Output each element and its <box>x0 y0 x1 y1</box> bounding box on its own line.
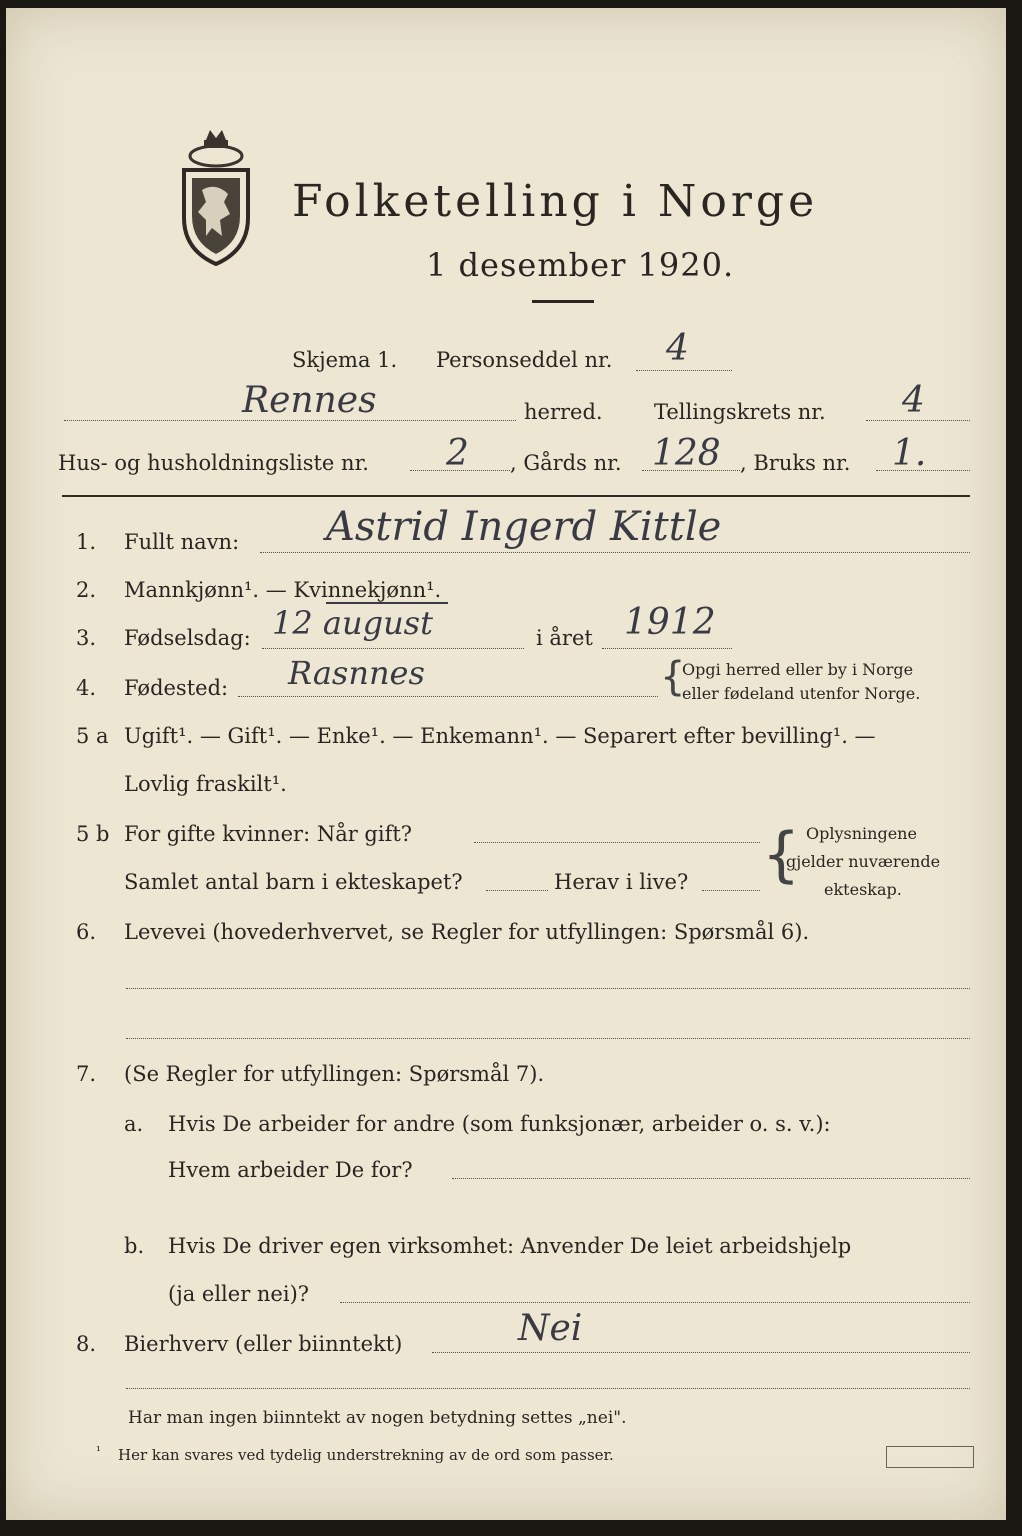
q8-label: Bierhverv (eller biinntekt) <box>124 1332 403 1356</box>
title-divider <box>532 300 594 303</box>
husliste-value[interactable]: 2 <box>446 433 469 474</box>
q2-number: 2. <box>76 578 97 602</box>
q7b-label: Hvis De driver egen virksomhet: Anvender De leiet arbeidshjelp <box>168 1234 852 1258</box>
q5a-label-2: Lovlig fraskilt¹. <box>124 772 287 796</box>
q4-birthplace[interactable]: Rasnnes <box>288 654 425 692</box>
q7b-label-2: (ja eller nei)? <box>168 1282 310 1306</box>
tellingskrets-value[interactable]: 4 <box>902 380 925 421</box>
herred-label: herred. <box>524 400 603 424</box>
q3-year-label: i året <box>536 626 593 650</box>
gards-value[interactable]: 128 <box>652 433 721 474</box>
q3-label: Fødselsdag: <box>124 626 251 650</box>
census-form: Folketelling i Norge 1 desember 1920. Skjema 1. Personseddel nr. 4 Rennes herred. Tellingskrets nr. 4 Hus- og husholdningsliste nr. 2 , Gårds nr. 128 , Bruks nr. 1. 1. Fullt navn: Astrid Ingerd Kittle 2. Mannkjønn¹. — Kvinnekjønn¹. 3. Fødselsdag: 12 august i året 1912 4. Fødested: Rasnnes { Opgi herred eller by i Norge eller fødeland utenfor Norge. 5 a Ugift¹. — Gift¹. — Enke¹. — Enkemann¹. — Separert efter bevilling¹. — Lovlig fraskilt¹. 5 b For gifte kvinner: Når gift? Samlet antal barn i ekteskapet? Herav i live? { Oplysningene gjelder nuværende ekteskap. 6. Levevei (hovederhvervet, se Regler for utfyllingen: Spørsmål 6). 7. (Se Regler for utfyllingen: Spørsmål 7). a. Hvis De arbeider for andre (som funksjonær, arbeider o. s. v.): Hvem arbeider De for? b. Hvis De driver egen virksomhet: Anvender De leiet arbeidshjelp (ja eller nei)? 8. Bierhverv (eller biinntekt) Nei Har man ingen biinntekt av nogen betydning settes „nei". ¹ Her kan svares ved tydelig understrekning av de ord som passer. <box>6 8 1006 1520</box>
q6-label: Levevei (hovederhvervet, se Regler for utfyllingen: Spørsmål 6). <box>124 920 810 944</box>
q7b-answer-line[interactable] <box>340 1302 970 1303</box>
q8-value[interactable]: Nei <box>518 1308 583 1349</box>
q8-answer-line-2[interactable] <box>126 1388 970 1389</box>
q1-number: 1. <box>76 530 97 554</box>
q5b-number: 5 b <box>76 822 110 846</box>
form-title: Folketelling i Norge <box>292 176 819 227</box>
q7a-number: a. <box>124 1112 144 1136</box>
q7a-answer-line[interactable] <box>452 1178 970 1179</box>
q3-birthday[interactable]: 12 august <box>272 604 433 642</box>
q1-full-name[interactable]: Astrid Ingerd Kittle <box>326 504 722 550</box>
section-divider <box>62 495 970 497</box>
personseddel-value[interactable]: 4 <box>666 328 689 369</box>
q5b-note-2: gjelder nuværende <box>786 852 941 871</box>
note-text: Har man ingen biinntekt av nogen betydning settes „nei". <box>128 1408 627 1428</box>
q3-number: 3. <box>76 626 97 650</box>
q4-label: Fødested: <box>124 676 229 700</box>
q6-answer-line-1[interactable] <box>126 988 970 989</box>
q7a-label: Hvis De arbeider for andre (som funksjonær, arbeider o. s. v.): <box>168 1112 831 1136</box>
herred-value[interactable]: Rennes <box>242 380 377 421</box>
q5b-label-3: Herav i live? <box>554 870 689 894</box>
coat-of-arms-icon <box>176 128 256 268</box>
tellingskrets-label: Tellingskrets nr. <box>654 400 826 424</box>
q6-answer-line-2[interactable] <box>126 1038 970 1039</box>
gards-label: , Gårds nr. <box>510 451 622 475</box>
footnote-marker: ¹ <box>96 1444 101 1458</box>
q1-label: Fullt navn: <box>124 530 240 554</box>
q5a-label: Ugift¹. — Gift¹. — Enke¹. — Enkemann¹. — Separert efter bevilling¹. — <box>124 724 876 748</box>
q5a-number: 5 a <box>76 724 109 748</box>
q5b-label: For gifte kvinner: Når gift? <box>124 822 413 846</box>
q7a-label-2: Hvem arbeider De for? <box>168 1158 413 1182</box>
q4-note-2: eller fødeland utenfor Norge. <box>682 684 921 703</box>
bruks-value[interactable]: 1. <box>892 433 927 474</box>
q5b-note-1: Oplysningene <box>806 824 917 843</box>
q4-number: 4. <box>76 676 97 700</box>
printer-stamp <box>886 1446 974 1468</box>
personseddel-label: Personseddel nr. <box>436 348 613 372</box>
q5b-label-2: Samlet antal barn i ekteskapet? <box>124 870 463 894</box>
q8-number: 8. <box>76 1332 97 1356</box>
q5b-note-3: ekteskap. <box>824 880 902 899</box>
q7b-number: b. <box>124 1234 145 1258</box>
form-subtitle: 1 desember 1920. <box>426 246 735 284</box>
q6-number: 6. <box>76 920 97 944</box>
q7-number: 7. <box>76 1062 97 1086</box>
q7-label: (Se Regler for utfyllingen: Spørsmål 7). <box>124 1062 545 1086</box>
q4-note-1: Opgi herred eller by i Norge <box>682 660 914 679</box>
skjema-label: Skjema 1. <box>292 348 398 372</box>
q3-year[interactable]: 1912 <box>624 602 716 643</box>
bruks-label: , Bruks nr. <box>740 451 851 475</box>
q2-label: Mannkjønn¹. — Kvinnekjønn¹. <box>124 578 442 602</box>
footnote-text: Her kan svares ved tydelig understrekning av de ord som passer. <box>118 1446 614 1464</box>
husliste-label: Hus- og husholdningsliste nr. <box>58 451 369 475</box>
